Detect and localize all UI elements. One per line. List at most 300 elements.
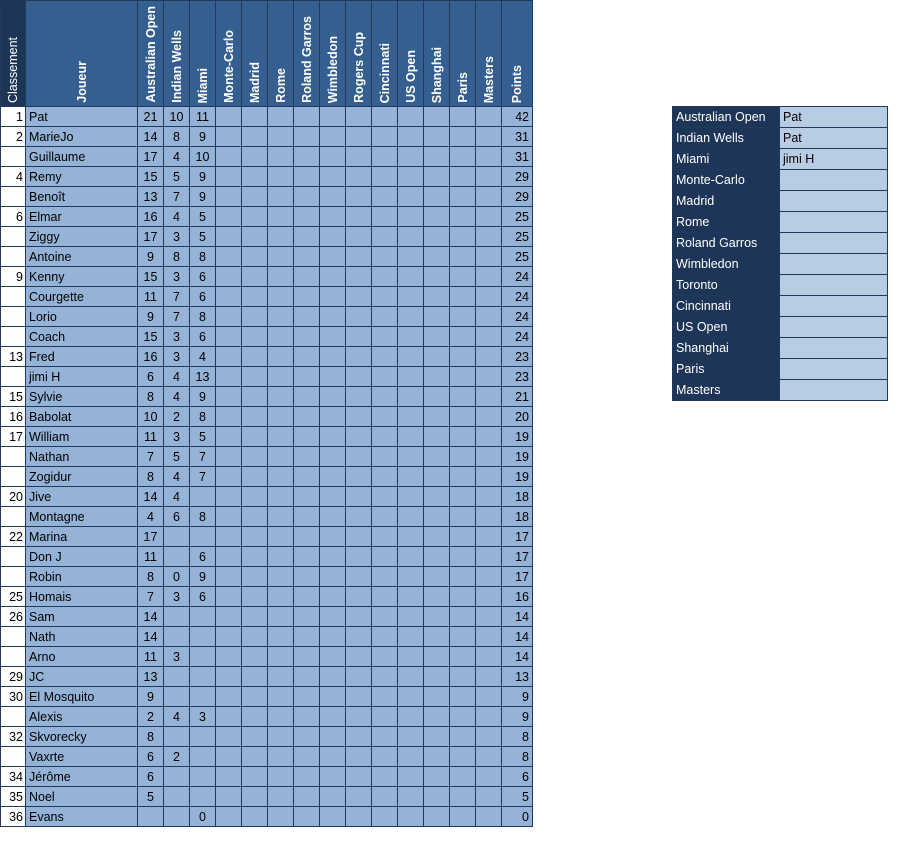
score-cell[interactable] — [216, 747, 242, 767]
score-cell[interactable] — [372, 587, 398, 607]
column-header[interactable] — [294, 1, 320, 107]
rank-cell[interactable]: 20 — [1, 487, 26, 507]
score-cell[interactable] — [216, 187, 242, 207]
score-cell[interactable] — [476, 227, 502, 247]
player-name-cell[interactable]: Don J — [26, 547, 138, 567]
score-cell[interactable] — [320, 587, 346, 607]
score-cell[interactable]: 3 — [164, 267, 190, 287]
score-cell[interactable]: 6 — [190, 327, 216, 347]
player-name-cell[interactable]: Courgette — [26, 287, 138, 307]
score-cell[interactable] — [320, 327, 346, 347]
score-cell[interactable] — [164, 767, 190, 787]
points-cell[interactable]: 8 — [502, 727, 533, 747]
score-cell[interactable] — [216, 807, 242, 827]
points-cell[interactable]: 8 — [502, 747, 533, 767]
player-name-cell[interactable]: Fred — [26, 347, 138, 367]
score-cell[interactable]: 8 — [190, 507, 216, 527]
score-cell[interactable] — [320, 287, 346, 307]
score-cell[interactable] — [190, 787, 216, 807]
score-cell[interactable] — [216, 107, 242, 127]
score-cell[interactable] — [424, 727, 450, 747]
player-name-cell[interactable]: Nath — [26, 627, 138, 647]
score-cell[interactable] — [398, 767, 424, 787]
score-cell[interactable] — [346, 467, 372, 487]
score-cell[interactable]: 13 — [190, 367, 216, 387]
score-cell[interactable] — [320, 607, 346, 627]
score-cell[interactable] — [164, 687, 190, 707]
score-cell[interactable] — [372, 467, 398, 487]
rank-cell[interactable] — [1, 147, 26, 167]
rank-cell[interactable] — [1, 327, 26, 347]
score-cell[interactable]: 4 — [190, 347, 216, 367]
score-cell[interactable] — [216, 667, 242, 687]
tournament-winner-cell[interactable] — [780, 317, 888, 338]
score-cell[interactable] — [450, 727, 476, 747]
rank-cell[interactable]: 26 — [1, 607, 26, 627]
score-cell[interactable] — [268, 547, 294, 567]
points-cell[interactable]: 25 — [502, 207, 533, 227]
score-cell[interactable] — [294, 267, 320, 287]
score-cell[interactable] — [320, 227, 346, 247]
score-cell[interactable] — [216, 787, 242, 807]
score-cell[interactable]: 4 — [164, 367, 190, 387]
column-header[interactable] — [320, 1, 346, 107]
score-cell[interactable] — [398, 427, 424, 447]
score-cell[interactable]: 8 — [138, 467, 164, 487]
score-cell[interactable] — [476, 727, 502, 747]
points-cell[interactable]: 14 — [502, 607, 533, 627]
score-cell[interactable] — [424, 127, 450, 147]
score-cell[interactable] — [242, 367, 268, 387]
score-cell[interactable] — [476, 167, 502, 187]
score-cell[interactable]: 9 — [190, 187, 216, 207]
score-cell[interactable] — [294, 127, 320, 147]
score-cell[interactable] — [242, 287, 268, 307]
tournament-name-cell[interactable]: US Open — [673, 317, 780, 338]
score-cell[interactable] — [320, 387, 346, 407]
score-cell[interactable]: 16 — [138, 347, 164, 367]
score-cell[interactable]: 7 — [190, 467, 216, 487]
score-cell[interactable] — [372, 787, 398, 807]
score-cell[interactable] — [424, 587, 450, 607]
score-cell[interactable] — [242, 127, 268, 147]
score-cell[interactable] — [346, 447, 372, 467]
rank-cell[interactable]: 30 — [1, 687, 26, 707]
score-cell[interactable]: 9 — [138, 307, 164, 327]
score-cell[interactable] — [346, 507, 372, 527]
score-cell[interactable] — [268, 667, 294, 687]
tournament-winner-cell[interactable] — [780, 359, 888, 380]
score-cell[interactable]: 17 — [138, 147, 164, 167]
score-cell[interactable] — [372, 447, 398, 467]
score-cell[interactable] — [242, 427, 268, 447]
column-header[interactable] — [372, 1, 398, 107]
score-cell[interactable] — [242, 787, 268, 807]
score-cell[interactable] — [216, 407, 242, 427]
rank-cell[interactable] — [1, 307, 26, 327]
score-cell[interactable] — [476, 627, 502, 647]
score-cell[interactable] — [294, 587, 320, 607]
score-cell[interactable] — [320, 527, 346, 547]
score-cell[interactable] — [398, 587, 424, 607]
score-cell[interactable] — [242, 167, 268, 187]
score-cell[interactable] — [372, 547, 398, 567]
score-cell[interactable] — [190, 767, 216, 787]
player-name-cell[interactable]: William — [26, 427, 138, 447]
points-cell[interactable]: 14 — [502, 647, 533, 667]
score-cell[interactable] — [372, 427, 398, 447]
score-cell[interactable]: 15 — [138, 327, 164, 347]
score-cell[interactable] — [450, 747, 476, 767]
score-cell[interactable] — [216, 607, 242, 627]
score-cell[interactable]: 2 — [164, 407, 190, 427]
score-cell[interactable] — [242, 207, 268, 227]
score-cell[interactable] — [268, 727, 294, 747]
score-cell[interactable] — [372, 187, 398, 207]
score-cell[interactable] — [242, 727, 268, 747]
player-name-cell[interactable]: Benoît — [26, 187, 138, 207]
tournament-name-cell[interactable]: Monte-Carlo — [673, 170, 780, 191]
score-cell[interactable] — [346, 407, 372, 427]
score-cell[interactable] — [424, 527, 450, 547]
column-header[interactable] — [164, 1, 190, 107]
score-cell[interactable] — [476, 747, 502, 767]
score-cell[interactable] — [398, 787, 424, 807]
score-cell[interactable] — [424, 167, 450, 187]
score-cell[interactable]: 6 — [190, 287, 216, 307]
score-cell[interactable] — [398, 207, 424, 227]
score-cell[interactable] — [372, 487, 398, 507]
score-cell[interactable]: 3 — [164, 587, 190, 607]
rank-cell[interactable]: 22 — [1, 527, 26, 547]
score-cell[interactable] — [216, 767, 242, 787]
score-cell[interactable] — [216, 647, 242, 667]
score-cell[interactable] — [398, 607, 424, 627]
score-cell[interactable] — [450, 687, 476, 707]
score-cell[interactable] — [476, 807, 502, 827]
score-cell[interactable] — [320, 667, 346, 687]
points-cell[interactable]: 16 — [502, 587, 533, 607]
score-cell[interactable] — [268, 687, 294, 707]
score-cell[interactable]: 3 — [164, 647, 190, 667]
score-cell[interactable] — [450, 567, 476, 587]
score-cell[interactable] — [346, 107, 372, 127]
points-cell[interactable]: 25 — [502, 247, 533, 267]
score-cell[interactable] — [450, 467, 476, 487]
rank-cell[interactable]: 13 — [1, 347, 26, 367]
score-cell[interactable]: 9 — [138, 687, 164, 707]
score-cell[interactable] — [216, 167, 242, 187]
rank-cell[interactable]: 4 — [1, 167, 26, 187]
score-cell[interactable] — [164, 727, 190, 747]
score-cell[interactable] — [216, 567, 242, 587]
score-cell[interactable] — [320, 547, 346, 567]
score-cell[interactable]: 8 — [138, 387, 164, 407]
score-cell[interactable] — [424, 387, 450, 407]
score-cell[interactable] — [476, 387, 502, 407]
score-cell[interactable] — [424, 667, 450, 687]
score-cell[interactable]: 4 — [164, 467, 190, 487]
score-cell[interactable] — [398, 627, 424, 647]
player-name-cell[interactable]: Remy — [26, 167, 138, 187]
score-cell[interactable] — [242, 587, 268, 607]
score-cell[interactable] — [242, 487, 268, 507]
score-cell[interactable] — [476, 247, 502, 267]
points-cell[interactable]: 17 — [502, 527, 533, 547]
score-cell[interactable] — [294, 207, 320, 227]
score-cell[interactable] — [346, 207, 372, 227]
player-name-cell[interactable]: Vaxrte — [26, 747, 138, 767]
score-cell[interactable] — [476, 547, 502, 567]
tournament-name-cell[interactable]: Toronto — [673, 275, 780, 296]
score-cell[interactable] — [320, 687, 346, 707]
score-cell[interactable]: 17 — [138, 227, 164, 247]
score-cell[interactable] — [294, 507, 320, 527]
score-cell[interactable] — [242, 267, 268, 287]
score-cell[interactable] — [294, 767, 320, 787]
score-cell[interactable] — [294, 787, 320, 807]
score-cell[interactable] — [398, 647, 424, 667]
score-cell[interactable] — [424, 787, 450, 807]
score-cell[interactable] — [476, 107, 502, 127]
score-cell[interactable] — [398, 367, 424, 387]
score-cell[interactable]: 3 — [190, 707, 216, 727]
score-cell[interactable] — [294, 187, 320, 207]
score-cell[interactable] — [346, 427, 372, 447]
score-cell[interactable] — [294, 427, 320, 447]
score-cell[interactable] — [268, 347, 294, 367]
score-cell[interactable] — [372, 107, 398, 127]
score-cell[interactable] — [398, 687, 424, 707]
score-cell[interactable] — [242, 347, 268, 367]
score-cell[interactable] — [424, 227, 450, 247]
rank-cell[interactable] — [1, 547, 26, 567]
player-name-cell[interactable]: Skvorecky — [26, 727, 138, 747]
score-cell[interactable] — [320, 367, 346, 387]
score-cell[interactable] — [372, 607, 398, 627]
score-cell[interactable] — [346, 487, 372, 507]
score-cell[interactable]: 9 — [190, 167, 216, 187]
score-cell[interactable]: 7 — [164, 187, 190, 207]
score-cell[interactable]: 11 — [138, 287, 164, 307]
score-cell[interactable] — [216, 127, 242, 147]
points-cell[interactable]: 19 — [502, 427, 533, 447]
score-cell[interactable]: 8 — [190, 407, 216, 427]
score-cell[interactable]: 13 — [138, 667, 164, 687]
score-cell[interactable] — [320, 167, 346, 187]
player-name-cell[interactable]: Lorio — [26, 307, 138, 327]
column-header[interactable] — [268, 1, 294, 107]
score-cell[interactable] — [398, 327, 424, 347]
score-cell[interactable] — [398, 307, 424, 327]
rank-cell[interactable]: 15 — [1, 387, 26, 407]
score-cell[interactable] — [242, 187, 268, 207]
score-cell[interactable] — [268, 787, 294, 807]
points-cell[interactable]: 23 — [502, 367, 533, 387]
score-cell[interactable] — [320, 347, 346, 367]
score-cell[interactable] — [450, 207, 476, 227]
score-cell[interactable] — [476, 487, 502, 507]
score-cell[interactable]: 11 — [138, 647, 164, 667]
column-header[interactable] — [346, 1, 372, 107]
score-cell[interactable] — [476, 787, 502, 807]
score-cell[interactable] — [268, 187, 294, 207]
score-cell[interactable]: 8 — [164, 247, 190, 267]
score-cell[interactable] — [450, 367, 476, 387]
score-cell[interactable] — [320, 307, 346, 327]
rank-cell[interactable] — [1, 507, 26, 527]
score-cell[interactable] — [294, 807, 320, 827]
points-cell[interactable]: 29 — [502, 167, 533, 187]
score-cell[interactable] — [216, 687, 242, 707]
score-cell[interactable] — [346, 807, 372, 827]
score-cell[interactable]: 6 — [190, 587, 216, 607]
score-cell[interactable] — [424, 607, 450, 627]
player-name-cell[interactable]: Homais — [26, 587, 138, 607]
score-cell[interactable] — [424, 367, 450, 387]
score-cell[interactable] — [242, 327, 268, 347]
score-cell[interactable] — [398, 507, 424, 527]
score-cell[interactable] — [424, 447, 450, 467]
score-cell[interactable] — [424, 267, 450, 287]
score-cell[interactable]: 13 — [138, 187, 164, 207]
score-cell[interactable] — [294, 647, 320, 667]
tournament-winner-cell[interactable] — [780, 338, 888, 359]
score-cell[interactable] — [320, 127, 346, 147]
score-cell[interactable] — [294, 607, 320, 627]
tournament-name-cell[interactable]: Cincinnati — [673, 296, 780, 317]
column-header[interactable] — [476, 1, 502, 107]
score-cell[interactable] — [424, 307, 450, 327]
score-cell[interactable] — [268, 167, 294, 187]
tournament-winner-cell[interactable]: Pat — [780, 107, 888, 128]
score-cell[interactable] — [372, 167, 398, 187]
score-cell[interactable]: 4 — [138, 507, 164, 527]
score-cell[interactable] — [424, 427, 450, 447]
score-cell[interactable] — [450, 267, 476, 287]
score-cell[interactable] — [450, 307, 476, 327]
score-cell[interactable] — [346, 527, 372, 547]
score-cell[interactable] — [450, 387, 476, 407]
score-cell[interactable] — [268, 307, 294, 327]
score-cell[interactable] — [450, 547, 476, 567]
tournament-winner-cell[interactable] — [780, 380, 888, 401]
score-cell[interactable] — [450, 807, 476, 827]
score-cell[interactable]: 4 — [164, 207, 190, 227]
score-cell[interactable] — [398, 667, 424, 687]
score-cell[interactable]: 8 — [190, 247, 216, 267]
score-cell[interactable] — [346, 247, 372, 267]
score-cell[interactable]: 8 — [190, 307, 216, 327]
score-cell[interactable] — [372, 527, 398, 547]
score-cell[interactable] — [242, 447, 268, 467]
score-cell[interactable] — [476, 207, 502, 227]
score-cell[interactable] — [216, 627, 242, 647]
score-cell[interactable] — [320, 467, 346, 487]
score-cell[interactable]: 4 — [164, 147, 190, 167]
score-cell[interactable] — [216, 347, 242, 367]
points-cell[interactable]: 24 — [502, 287, 533, 307]
score-cell[interactable] — [216, 247, 242, 267]
rank-cell[interactable]: 32 — [1, 727, 26, 747]
score-cell[interactable] — [424, 347, 450, 367]
score-cell[interactable] — [294, 547, 320, 567]
score-cell[interactable] — [320, 187, 346, 207]
score-cell[interactable]: 11 — [138, 427, 164, 447]
score-cell[interactable] — [398, 467, 424, 487]
player-name-cell[interactable]: MarieJo — [26, 127, 138, 147]
tournament-name-cell[interactable]: Paris — [673, 359, 780, 380]
score-cell[interactable] — [398, 407, 424, 427]
score-cell[interactable] — [424, 467, 450, 487]
player-name-cell[interactable]: Jérôme — [26, 767, 138, 787]
rank-cell[interactable] — [1, 567, 26, 587]
score-cell[interactable] — [424, 147, 450, 167]
score-cell[interactable] — [268, 147, 294, 167]
score-cell[interactable] — [372, 687, 398, 707]
tournament-winner-cell[interactable] — [780, 170, 888, 191]
score-cell[interactable] — [268, 767, 294, 787]
score-cell[interactable] — [268, 747, 294, 767]
score-cell[interactable] — [268, 707, 294, 727]
score-cell[interactable]: 10 — [164, 107, 190, 127]
score-cell[interactable] — [320, 727, 346, 747]
rank-cell[interactable] — [1, 247, 26, 267]
score-cell[interactable] — [164, 627, 190, 647]
tournament-name-cell[interactable]: Shanghai — [673, 338, 780, 359]
score-cell[interactable]: 2 — [138, 707, 164, 727]
score-cell[interactable] — [216, 427, 242, 447]
score-cell[interactable] — [190, 687, 216, 707]
score-cell[interactable] — [346, 687, 372, 707]
score-cell[interactable] — [450, 707, 476, 727]
score-cell[interactable]: 10 — [138, 407, 164, 427]
score-cell[interactable] — [320, 647, 346, 667]
score-cell[interactable] — [424, 687, 450, 707]
points-cell[interactable]: 18 — [502, 507, 533, 527]
score-cell[interactable]: 6 — [138, 367, 164, 387]
score-cell[interactable] — [346, 547, 372, 567]
score-cell[interactable] — [242, 607, 268, 627]
score-cell[interactable] — [190, 727, 216, 747]
score-cell[interactable] — [476, 307, 502, 327]
score-cell[interactable] — [476, 467, 502, 487]
column-header[interactable] — [1, 1, 26, 107]
score-cell[interactable] — [450, 407, 476, 427]
rank-cell[interactable] — [1, 287, 26, 307]
score-cell[interactable] — [242, 107, 268, 127]
tournament-name-cell[interactable]: Madrid — [673, 191, 780, 212]
score-cell[interactable] — [242, 247, 268, 267]
player-name-cell[interactable]: Noel — [26, 787, 138, 807]
score-cell[interactable] — [424, 647, 450, 667]
score-cell[interactable] — [216, 147, 242, 167]
score-cell[interactable]: 10 — [190, 147, 216, 167]
column-header[interactable] — [216, 1, 242, 107]
player-name-cell[interactable]: Antoine — [26, 247, 138, 267]
score-cell[interactable] — [294, 167, 320, 187]
score-cell[interactable] — [268, 487, 294, 507]
score-cell[interactable] — [242, 807, 268, 827]
score-cell[interactable]: 14 — [138, 607, 164, 627]
score-cell[interactable] — [372, 287, 398, 307]
score-cell[interactable] — [216, 207, 242, 227]
score-cell[interactable] — [424, 567, 450, 587]
score-cell[interactable] — [398, 487, 424, 507]
score-cell[interactable] — [216, 327, 242, 347]
score-cell[interactable] — [242, 747, 268, 767]
points-cell[interactable]: 5 — [502, 787, 533, 807]
